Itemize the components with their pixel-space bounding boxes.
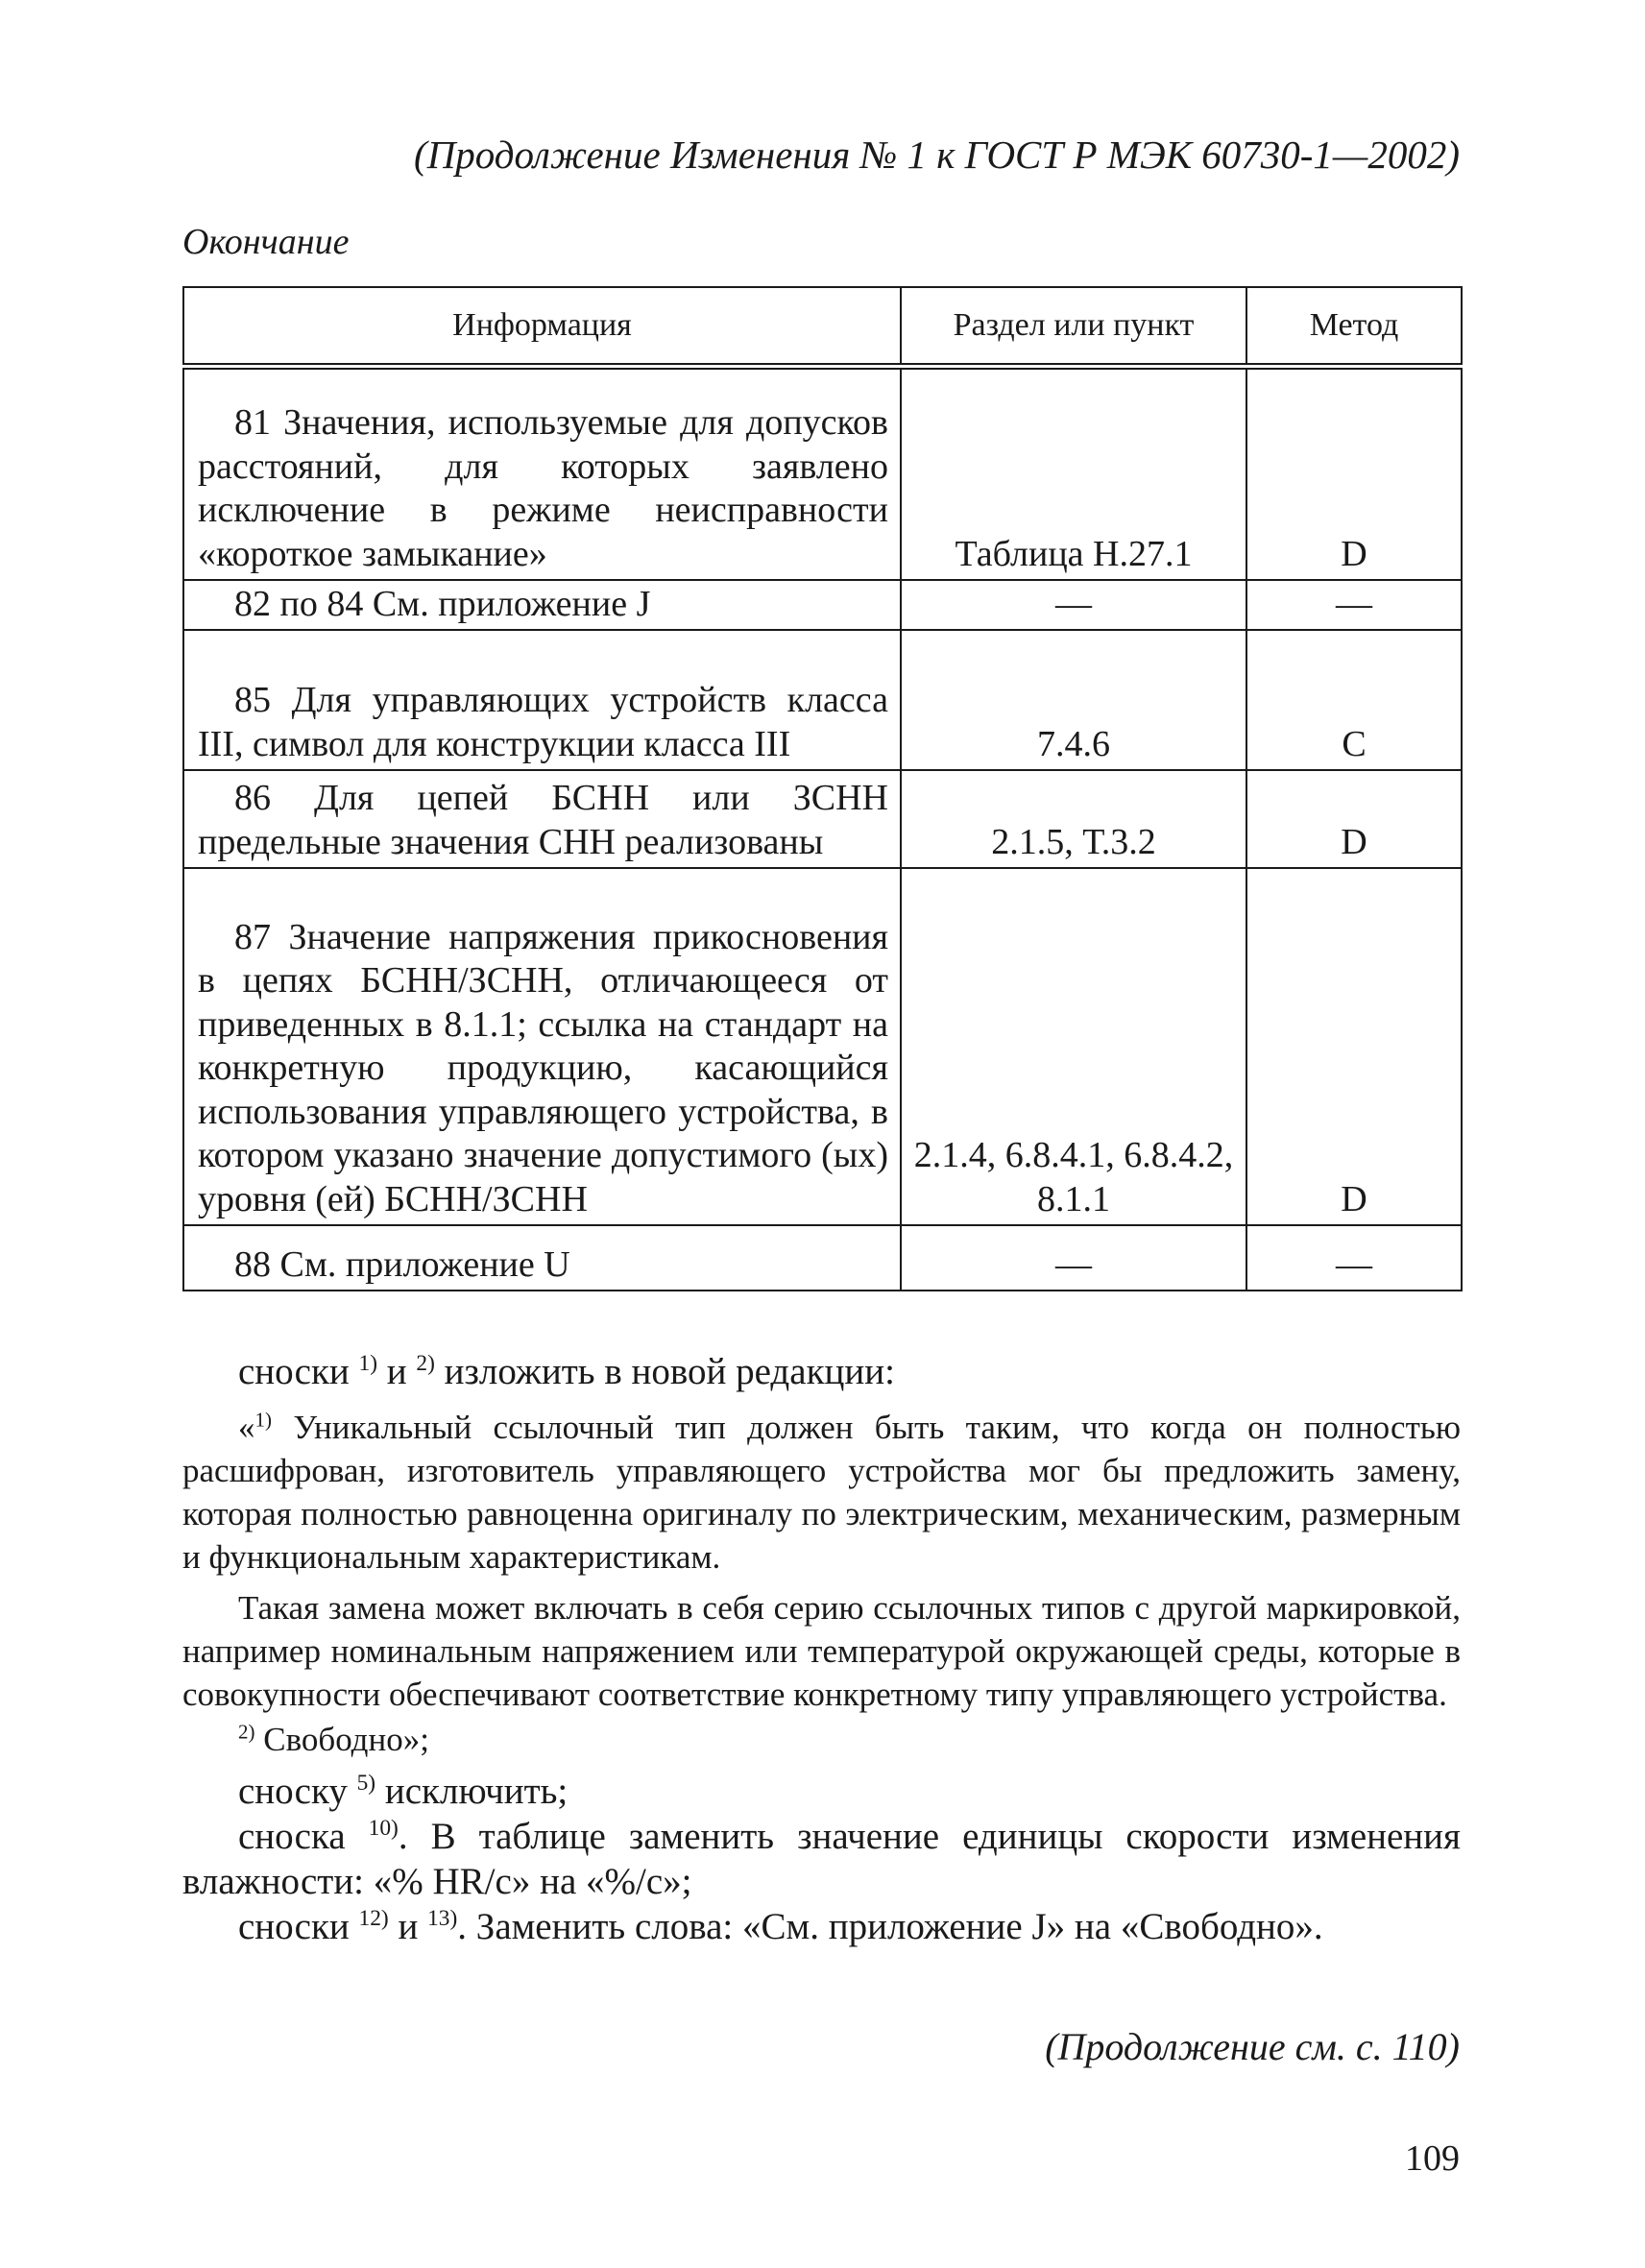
footnote-ref: 1) — [254, 1408, 272, 1432]
table-row — [183, 868, 1462, 1225]
cell-information: 82 по 84 См. приложение J — [183, 580, 901, 630]
footnote-ref: 13) — [427, 1905, 458, 1931]
footnote-ref: 1) — [358, 1350, 378, 1376]
cell-method: C — [1246, 630, 1462, 770]
cell-section: — — [901, 1225, 1246, 1291]
cell-section: Таблица H.27.1 — [901, 367, 1246, 581]
table-row — [183, 367, 1462, 581]
footnote-2-text: $^{2)}$ Свободно»; — [238, 1720, 429, 1758]
cell-method: D — [1246, 868, 1462, 1225]
footnote-1-continuation: Такая замена может включать в себя серию ссылочных типов с другой маркировкой, например номинальным напряжением или температурой окружающей среды, которые в совокупности обеспечивают соответствие конкретному типу управляющего устройства. — [182, 1589, 1461, 1713]
cell-method: D — [1246, 770, 1462, 868]
cell-information: 86 Для цепей БСНН или ЗСНН предельные значения СНН реализованы — [183, 770, 901, 868]
column-header-section: Раздел или пункт — [901, 287, 1246, 367]
cell-section: 7.4.6 — [901, 630, 1246, 770]
amendment-text — [182, 1349, 1461, 1949]
cell-information: 88 См. приложение U — [183, 1225, 901, 1291]
table-header-row — [183, 287, 1462, 367]
cell-section: — — [901, 580, 1246, 630]
table-row — [183, 580, 1462, 630]
table-row — [183, 770, 1462, 868]
footnote-1-text: «$^{1)}$ Уникальный ссылочный тип должен быть таким, что когда он полностью расшифрован, изготовитель управляющего устройства мог бы предложить замену, которая полностью равноценна оригиналу по электрическим, механическим, размерным и функциональным характеристикам. — [182, 1408, 1461, 1576]
table-row — [183, 630, 1462, 770]
cell-information: 87 Значение напряжения прикосновения в цепях БСНН/ЗСНН, отличающееся от приведенных в 8.1.1; ссылка на стандарт на конкретную продукцию, касающийся использования управляющего устройства, в котором указано значение допустимого (ых) уровня (ей) БСНН/ЗСНН — [183, 868, 901, 1225]
cell-method: — — [1246, 580, 1462, 630]
cell-section: 2.1.4, 6.8.4.1, 6.8.4.2, 8.1.1 — [901, 868, 1246, 1225]
page-number: 109 — [1405, 2138, 1460, 2179]
table-row — [183, 1225, 1462, 1291]
footnote-12-13-instruction: сноски $^{12)}$ и $^{13)}$. Заменить слова: «См. приложение J» на «Свободно». — [238, 1905, 1323, 1947]
column-header-method: Метод — [1246, 287, 1462, 367]
footnote-ref: 12) — [358, 1905, 389, 1931]
running-title: (Продолжение Изменения № 1 к ГОСТ Р МЭК 60730-1—2002) — [414, 133, 1460, 177]
cell-information: 81 Значения, используемые для допусков расстояний, для которых заявлено исключение в режиме неисправности «короткое замыкание» — [183, 367, 901, 581]
footnote-ref: 10) — [368, 1815, 399, 1841]
column-header-information: Информация — [183, 287, 901, 367]
footnote-5-instruction: сноску $^{5)}$ исключить; — [238, 1770, 568, 1812]
table-caption: Окончание — [182, 222, 350, 262]
cell-method: D — [1246, 367, 1462, 581]
footnote-ref: 2) — [416, 1350, 435, 1376]
information-table — [182, 286, 1463, 1291]
footnote-10-instruction: сноска $^{10)}$. В таблице заменить значение единицы скорости изменения влажности: «% HR/c» на «%/c»; — [182, 1815, 1461, 1902]
footnote-ref: 2) — [238, 1720, 255, 1744]
cell-method: — — [1246, 1225, 1462, 1291]
cell-information: 85 Для управляющих устройств класса III, символ для конструкции класса III — [183, 630, 901, 770]
footnotes-intro-paragraph: сноски $^{1)}$ и $^{2)}$ изложить в новой редакции: — [238, 1350, 895, 1392]
continuation-note: (Продолжение см. с. 110) — [1045, 2025, 1460, 2068]
footnote-ref: 5) — [356, 1770, 376, 1796]
cell-section: 2.1.5, Т.3.2 — [901, 770, 1246, 868]
